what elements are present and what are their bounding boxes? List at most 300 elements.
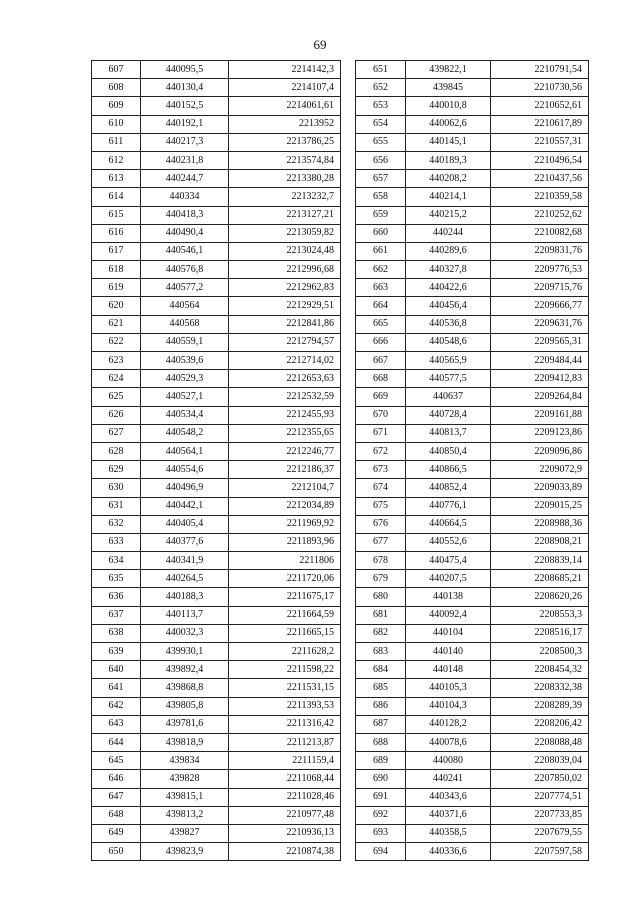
- x-coordinate-cell: 440138: [406, 588, 491, 606]
- y-coordinate-cell: 2211720,06: [229, 570, 341, 588]
- y-coordinate-cell: 2209666,77: [491, 297, 589, 315]
- table-row: [92, 606, 341, 624]
- y-coordinate-cell: 2207774,51: [491, 788, 589, 806]
- point-number-cell: 639: [92, 643, 141, 661]
- table-row: [92, 770, 341, 788]
- table-row: [356, 570, 589, 588]
- y-coordinate-cell: 2214142,3: [229, 61, 341, 79]
- y-coordinate-cell: 2214061,61: [229, 97, 341, 115]
- x-coordinate-cell: 440536,8: [406, 315, 491, 333]
- x-coordinate-cell: 440559,1: [141, 333, 229, 351]
- table-row: [92, 697, 341, 715]
- y-coordinate-cell: 2207733,85: [491, 806, 589, 824]
- point-number-cell: 618: [92, 261, 141, 279]
- x-coordinate-cell: 440104: [406, 624, 491, 642]
- table-row: [356, 406, 589, 424]
- point-number-cell: 692: [356, 806, 406, 824]
- table-row: [92, 552, 341, 570]
- y-coordinate-cell: 2208332,38: [491, 679, 589, 697]
- point-number-cell: 617: [92, 242, 141, 260]
- x-coordinate-cell: 440548,6: [406, 333, 491, 351]
- point-number-cell: 626: [92, 406, 141, 424]
- point-number-cell: 641: [92, 679, 141, 697]
- x-coordinate-cell: 440152,5: [141, 97, 229, 115]
- point-number-cell: 662: [356, 261, 406, 279]
- x-coordinate-cell: 440062,6: [406, 115, 491, 133]
- table-row: [356, 661, 589, 679]
- point-number-cell: 623: [92, 352, 141, 370]
- point-number-cell: 640: [92, 661, 141, 679]
- y-coordinate-cell: 2211316,42: [229, 715, 341, 733]
- x-coordinate-cell: 440548,2: [141, 424, 229, 442]
- x-coordinate-cell: 440664,5: [406, 515, 491, 533]
- table-row: [92, 224, 341, 242]
- y-coordinate-cell: 2211893,96: [229, 533, 341, 551]
- point-number-cell: 657: [356, 170, 406, 188]
- table-row: [92, 370, 341, 388]
- x-coordinate-cell: 439828: [141, 770, 229, 788]
- point-number-cell: 660: [356, 224, 406, 242]
- x-coordinate-cell: 440442,1: [141, 497, 229, 515]
- x-coordinate-cell: 440334: [141, 188, 229, 206]
- y-coordinate-cell: 2208289,39: [491, 697, 589, 715]
- table-row: [92, 206, 341, 224]
- table-row: [92, 588, 341, 606]
- table-row: [356, 297, 589, 315]
- table-row: [356, 242, 589, 260]
- table-row: [356, 497, 589, 515]
- y-coordinate-cell: 2207679,55: [491, 824, 589, 842]
- x-coordinate-cell: 440577,2: [141, 279, 229, 297]
- x-coordinate-cell: 440813,7: [406, 424, 491, 442]
- table-row: [356, 752, 589, 770]
- table-row: [92, 133, 341, 151]
- x-coordinate-cell: 440637: [406, 388, 491, 406]
- table-row: [356, 843, 589, 861]
- point-number-cell: 633: [92, 533, 141, 551]
- y-coordinate-cell: 2208088,48: [491, 733, 589, 751]
- table-row: [92, 824, 341, 842]
- table-row: [356, 224, 589, 242]
- x-coordinate-cell: 440371,6: [406, 806, 491, 824]
- point-number-cell: 631: [92, 497, 141, 515]
- point-number-cell: 644: [92, 733, 141, 751]
- table-row: [356, 188, 589, 206]
- x-coordinate-cell: 440343,6: [406, 788, 491, 806]
- point-number-cell: 665: [356, 315, 406, 333]
- y-coordinate-cell: 2211598,22: [229, 661, 341, 679]
- table-row: [92, 115, 341, 133]
- x-coordinate-cell: 440192,1: [141, 115, 229, 133]
- table-row: [92, 352, 341, 370]
- table-row: [356, 79, 589, 97]
- x-coordinate-cell: 440289,6: [406, 242, 491, 260]
- y-coordinate-cell: 2212355,65: [229, 424, 341, 442]
- table-row: [356, 388, 589, 406]
- y-coordinate-cell: 2210791,54: [491, 61, 589, 79]
- y-coordinate-cell: 2212104,7: [229, 479, 341, 497]
- table-row: [356, 279, 589, 297]
- point-number-cell: 678: [356, 552, 406, 570]
- y-coordinate-cell: 2211159,4: [229, 752, 341, 770]
- x-coordinate-cell: 440217,3: [141, 133, 229, 151]
- x-coordinate-cell: 439845: [406, 79, 491, 97]
- y-coordinate-cell: 2211213,87: [229, 733, 341, 751]
- point-number-cell: 655: [356, 133, 406, 151]
- point-number-cell: 689: [356, 752, 406, 770]
- point-number-cell: 615: [92, 206, 141, 224]
- point-number-cell: 668: [356, 370, 406, 388]
- point-number-cell: 674: [356, 479, 406, 497]
- point-number-cell: 690: [356, 770, 406, 788]
- point-number-cell: 651: [356, 61, 406, 79]
- table-row: [356, 333, 589, 351]
- table-row: [356, 806, 589, 824]
- table-row: [92, 151, 341, 169]
- table-row: [92, 242, 341, 260]
- table-body-left: [92, 61, 341, 861]
- x-coordinate-cell: 439823,9: [141, 843, 229, 861]
- y-coordinate-cell: 2210082,68: [491, 224, 589, 242]
- point-number-cell: 677: [356, 533, 406, 551]
- point-number-cell: 650: [92, 843, 141, 861]
- y-coordinate-cell: 2211665,15: [229, 624, 341, 642]
- point-number-cell: 610: [92, 115, 141, 133]
- x-coordinate-cell: 440577,5: [406, 370, 491, 388]
- y-coordinate-cell: 2208454,32: [491, 661, 589, 679]
- point-number-cell: 666: [356, 333, 406, 351]
- x-coordinate-cell: 439818,9: [141, 733, 229, 751]
- y-coordinate-cell: 2209831,76: [491, 242, 589, 260]
- y-coordinate-cell: 2213232,7: [229, 188, 341, 206]
- y-coordinate-cell: 2212186,37: [229, 461, 341, 479]
- table-row: [92, 61, 341, 79]
- x-coordinate-cell: 440231,8: [141, 151, 229, 169]
- table-row: [356, 151, 589, 169]
- x-coordinate-cell: 440564,1: [141, 442, 229, 460]
- y-coordinate-cell: 2208039,04: [491, 752, 589, 770]
- y-coordinate-cell: 2213059,82: [229, 224, 341, 242]
- x-coordinate-cell: 440527,1: [141, 388, 229, 406]
- table-row: [356, 461, 589, 479]
- table-row: [92, 843, 341, 861]
- y-coordinate-cell: 2212714,02: [229, 352, 341, 370]
- x-coordinate-cell: 440140: [406, 643, 491, 661]
- point-number-cell: 642: [92, 697, 141, 715]
- y-coordinate-cell: 2208206,42: [491, 715, 589, 733]
- x-coordinate-cell: 440078,6: [406, 733, 491, 751]
- x-coordinate-cell: 440568: [141, 315, 229, 333]
- y-coordinate-cell: 2211969,92: [229, 515, 341, 533]
- point-number-cell: 675: [356, 497, 406, 515]
- y-coordinate-cell: 2212653,63: [229, 370, 341, 388]
- table-row: [356, 442, 589, 460]
- x-coordinate-cell: 439813,2: [141, 806, 229, 824]
- table-row: [92, 624, 341, 642]
- y-coordinate-cell: 2212962,83: [229, 279, 341, 297]
- point-number-cell: 669: [356, 388, 406, 406]
- table-row: [92, 715, 341, 733]
- x-coordinate-cell: 440850,4: [406, 442, 491, 460]
- y-coordinate-cell: 2208988,36: [491, 515, 589, 533]
- point-number-cell: 636: [92, 588, 141, 606]
- point-number-cell: 682: [356, 624, 406, 642]
- x-coordinate-cell: 440188,3: [141, 588, 229, 606]
- point-number-cell: 680: [356, 588, 406, 606]
- x-coordinate-cell: 440405,4: [141, 515, 229, 533]
- y-coordinate-cell: 2213380,28: [229, 170, 341, 188]
- y-coordinate-cell: 2208908,21: [491, 533, 589, 551]
- table-row: [92, 661, 341, 679]
- y-coordinate-cell: 2212794,57: [229, 333, 341, 351]
- x-coordinate-cell: 440358,5: [406, 824, 491, 842]
- table-row: [92, 442, 341, 460]
- x-coordinate-cell: 439892,4: [141, 661, 229, 679]
- point-number-cell: 670: [356, 406, 406, 424]
- table-row: [356, 824, 589, 842]
- table-row: [92, 97, 341, 115]
- coordinates-table-right: [355, 60, 589, 861]
- table-row: [356, 643, 589, 661]
- table-row: [356, 733, 589, 751]
- table-row: [356, 97, 589, 115]
- point-number-cell: 693: [356, 824, 406, 842]
- point-number-cell: 687: [356, 715, 406, 733]
- y-coordinate-cell: 2211675,17: [229, 588, 341, 606]
- y-coordinate-cell: 2212455,93: [229, 406, 341, 424]
- table-row: [92, 679, 341, 697]
- x-coordinate-cell: 440552,6: [406, 533, 491, 551]
- x-coordinate-cell: 440244,7: [141, 170, 229, 188]
- point-number-cell: 643: [92, 715, 141, 733]
- x-coordinate-cell: 440866,5: [406, 461, 491, 479]
- table-row: [356, 788, 589, 806]
- page-number: 69: [313, 37, 327, 52]
- table-row: [92, 315, 341, 333]
- y-coordinate-cell: 2212246,77: [229, 442, 341, 460]
- point-number-cell: 652: [356, 79, 406, 97]
- point-number-cell: 694: [356, 843, 406, 861]
- x-coordinate-cell: 440128,2: [406, 715, 491, 733]
- point-number-cell: 681: [356, 606, 406, 624]
- x-coordinate-cell: 440534,4: [141, 406, 229, 424]
- table-row: [356, 424, 589, 442]
- y-coordinate-cell: 2210652,61: [491, 97, 589, 115]
- x-coordinate-cell: 440214,1: [406, 188, 491, 206]
- point-number-cell: 647: [92, 788, 141, 806]
- table-row: [92, 479, 341, 497]
- table-row: [356, 261, 589, 279]
- x-coordinate-cell: 440145,1: [406, 133, 491, 151]
- x-coordinate-cell: 440576,8: [141, 261, 229, 279]
- y-coordinate-cell: 2209033,89: [491, 479, 589, 497]
- x-coordinate-cell: 440852,4: [406, 479, 491, 497]
- y-coordinate-cell: 2210557,31: [491, 133, 589, 151]
- y-coordinate-cell: 2212841,86: [229, 315, 341, 333]
- y-coordinate-cell: 2211393,53: [229, 697, 341, 715]
- point-number-cell: 619: [92, 279, 141, 297]
- point-number-cell: 627: [92, 424, 141, 442]
- y-coordinate-cell: 2210437,56: [491, 170, 589, 188]
- point-number-cell: 625: [92, 388, 141, 406]
- table-row: [92, 533, 341, 551]
- point-number-cell: 646: [92, 770, 141, 788]
- x-coordinate-cell: 439834: [141, 752, 229, 770]
- y-coordinate-cell: 2209565,31: [491, 333, 589, 351]
- point-number-cell: 686: [356, 697, 406, 715]
- x-coordinate-cell: 440080: [406, 752, 491, 770]
- point-number-cell: 648: [92, 806, 141, 824]
- table-row: [92, 733, 341, 751]
- table-row: [356, 370, 589, 388]
- point-number-cell: 649: [92, 824, 141, 842]
- table-row: [92, 279, 341, 297]
- point-number-cell: 664: [356, 297, 406, 315]
- x-coordinate-cell: 440475,4: [406, 552, 491, 570]
- x-coordinate-cell: 440095,5: [141, 61, 229, 79]
- point-number-cell: 654: [356, 115, 406, 133]
- x-coordinate-cell: 439822,1: [406, 61, 491, 79]
- point-number-cell: 656: [356, 151, 406, 169]
- point-number-cell: 614: [92, 188, 141, 206]
- y-coordinate-cell: 2212996,68: [229, 261, 341, 279]
- x-coordinate-cell: 440456,4: [406, 297, 491, 315]
- x-coordinate-cell: 440207,5: [406, 570, 491, 588]
- x-coordinate-cell: 440422,6: [406, 279, 491, 297]
- y-coordinate-cell: 2210359,58: [491, 188, 589, 206]
- point-number-cell: 661: [356, 242, 406, 260]
- y-coordinate-cell: 2210252,62: [491, 206, 589, 224]
- x-coordinate-cell: 440244: [406, 224, 491, 242]
- x-coordinate-cell: 440104,3: [406, 697, 491, 715]
- x-coordinate-cell: 440215,2: [406, 206, 491, 224]
- x-coordinate-cell: 440546,1: [141, 242, 229, 260]
- y-coordinate-cell: 2214107,4: [229, 79, 341, 97]
- y-coordinate-cell: 2210730,56: [491, 79, 589, 97]
- table-row: [92, 515, 341, 533]
- table-row: [92, 406, 341, 424]
- x-coordinate-cell: 440336,6: [406, 843, 491, 861]
- y-coordinate-cell: 2210617,89: [491, 115, 589, 133]
- x-coordinate-cell: 440113,7: [141, 606, 229, 624]
- x-coordinate-cell: 440529,3: [141, 370, 229, 388]
- point-number-cell: 611: [92, 133, 141, 151]
- table-row: [356, 515, 589, 533]
- point-number-cell: 624: [92, 370, 141, 388]
- y-coordinate-cell: 2213952: [229, 115, 341, 133]
- point-number-cell: 608: [92, 79, 141, 97]
- point-number-cell: 635: [92, 570, 141, 588]
- x-coordinate-cell: 440539,6: [141, 352, 229, 370]
- point-number-cell: 688: [356, 733, 406, 751]
- table-row: [356, 606, 589, 624]
- point-number-cell: 620: [92, 297, 141, 315]
- y-coordinate-cell: 2209161,88: [491, 406, 589, 424]
- x-coordinate-cell: 440189,3: [406, 151, 491, 169]
- x-coordinate-cell: 440092,4: [406, 606, 491, 624]
- x-coordinate-cell: 440148: [406, 661, 491, 679]
- point-number-cell: 667: [356, 352, 406, 370]
- table-row: [92, 170, 341, 188]
- y-coordinate-cell: 2210874,38: [229, 843, 341, 861]
- table-row: [356, 552, 589, 570]
- y-coordinate-cell: 2211068,44: [229, 770, 341, 788]
- table-row: [356, 715, 589, 733]
- x-coordinate-cell: 440496,9: [141, 479, 229, 497]
- table-row: [92, 643, 341, 661]
- y-coordinate-cell: 2208553,3: [491, 606, 589, 624]
- x-coordinate-cell: 440554,6: [141, 461, 229, 479]
- x-coordinate-cell: 440010,8: [406, 97, 491, 115]
- x-coordinate-cell: 440564: [141, 297, 229, 315]
- y-coordinate-cell: 2211806: [229, 552, 341, 570]
- table-body-right: [356, 61, 589, 861]
- point-number-cell: 607: [92, 61, 141, 79]
- x-coordinate-cell: 439815,1: [141, 788, 229, 806]
- point-number-cell: 679: [356, 570, 406, 588]
- x-coordinate-cell: 440130,4: [141, 79, 229, 97]
- x-coordinate-cell: 439868,8: [141, 679, 229, 697]
- table-row: [92, 261, 341, 279]
- table-row: [92, 333, 341, 351]
- x-coordinate-cell: 440418,3: [141, 206, 229, 224]
- point-number-cell: 612: [92, 151, 141, 169]
- x-coordinate-cell: 439781,6: [141, 715, 229, 733]
- x-coordinate-cell: 440377,6: [141, 533, 229, 551]
- table-row: [356, 479, 589, 497]
- x-coordinate-cell: 440341,9: [141, 552, 229, 570]
- table-row: [92, 424, 341, 442]
- table-row: [92, 497, 341, 515]
- y-coordinate-cell: 2209412,83: [491, 370, 589, 388]
- y-coordinate-cell: 2213786,25: [229, 133, 341, 151]
- x-coordinate-cell: 440565,9: [406, 352, 491, 370]
- y-coordinate-cell: 2208620,26: [491, 588, 589, 606]
- y-coordinate-cell: 2209264,84: [491, 388, 589, 406]
- y-coordinate-cell: 2210977,48: [229, 806, 341, 824]
- x-coordinate-cell: 440728,4: [406, 406, 491, 424]
- point-number-cell: 616: [92, 224, 141, 242]
- y-coordinate-cell: 2209072,9: [491, 461, 589, 479]
- x-coordinate-cell: 440208,2: [406, 170, 491, 188]
- point-number-cell: 671: [356, 424, 406, 442]
- table-row: [356, 679, 589, 697]
- point-number-cell: 645: [92, 752, 141, 770]
- point-number-cell: 613: [92, 170, 141, 188]
- x-coordinate-cell: 439827: [141, 824, 229, 842]
- point-number-cell: 629: [92, 461, 141, 479]
- table-row: [356, 206, 589, 224]
- point-number-cell: 672: [356, 442, 406, 460]
- y-coordinate-cell: 2211531,15: [229, 679, 341, 697]
- table-row: [92, 752, 341, 770]
- table-row: [356, 770, 589, 788]
- x-coordinate-cell: 440264,5: [141, 570, 229, 588]
- y-coordinate-cell: 2208839,14: [491, 552, 589, 570]
- coordinates-table-left: [91, 60, 341, 861]
- point-number-cell: 691: [356, 788, 406, 806]
- y-coordinate-cell: 2207597,58: [491, 843, 589, 861]
- table-row: [356, 352, 589, 370]
- point-number-cell: 653: [356, 97, 406, 115]
- x-coordinate-cell: 440490,4: [141, 224, 229, 242]
- point-number-cell: 609: [92, 97, 141, 115]
- table-row: [92, 297, 341, 315]
- y-coordinate-cell: 2209096,86: [491, 442, 589, 460]
- table-row: [356, 133, 589, 151]
- x-coordinate-cell: 440327,8: [406, 261, 491, 279]
- table-row: [92, 788, 341, 806]
